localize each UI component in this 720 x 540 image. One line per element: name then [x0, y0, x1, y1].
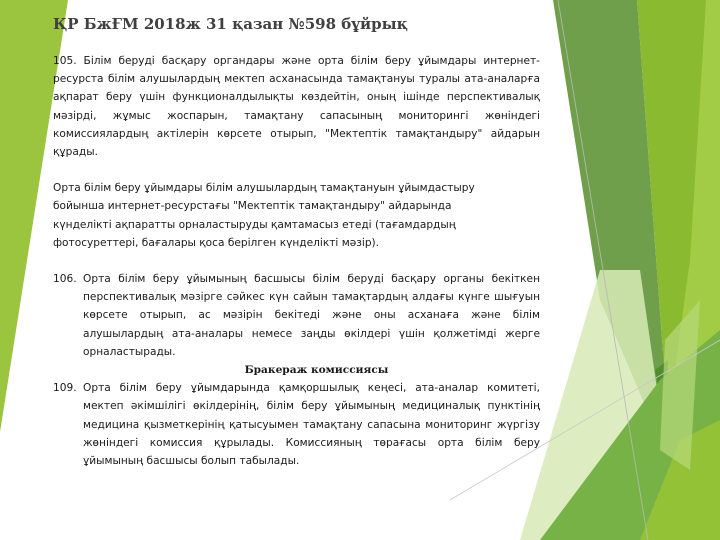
- spacer: [53, 252, 540, 270]
- paragraph-106-text: Орта білім беру ұйымының басшысы білім беруді басқару органы бекіткен перспективалық мәзірге сәйкес күн сайын тамақтардың алдағы күнге шығуын көрсете отырып, ас мәзірін бекітеді және оны асханаға және білім алушылардың ата-аналары немесе заңды өкілдері үшін қолжетімді жерге орналастырады.: [83, 273, 540, 358]
- paragraph-109: [53, 379, 540, 470]
- paragraph-106-number: 106.: [53, 273, 77, 286]
- paragraph-109-text: Орта білім беру ұйымдарында қамқоршылық кеңесі, ата-аналар комитеті, мектеп әкімшілігі өкілдерінің, білім беру ұйымының медициналық пунктінің медицина қызметкерінің қатысуымен тамақтану сапасына мониторинг жүргізу жөніндегі комиссия құрылады. Комиссияның төрағасы орта білім беру ұйымының басшысы болып табылады.: [83, 382, 540, 468]
- paragraph-106: [53, 270, 540, 361]
- paragraph-109-number: 109.: [53, 382, 77, 395]
- slide-title: ҚР БжҒМ 2018ж 31 қазан №598 бұйрық: [53, 15, 408, 33]
- paragraph-orta: Орта білім беру ұйымдары білім алушылардың тамақтануын ұйымдастыру бойынша интернет-ресурстағы "Мектептік тамақтандыру" айдарында күнделікті ақпаратты орналастыруды қамтамасыз етеді (тағамдардың фотосуреттері, бағалары қоса берілген күнделікті мәзір).: [53, 182, 475, 249]
- spacer: [53, 161, 540, 179]
- subheading-brakerazh: Бракераж комиссиясы: [244, 364, 389, 377]
- paragraph-105: 105. Білім беруді басқару органдары және орта білім беру ұйымдары интернет-ресурста білім алушылардың мектеп асханасында тамақтануы туралы ата-аналарға ақпарат беру үшін функционалдылықты көздейтін, оның ішінде перспективалық мәзірді, жұмыс жоспарын, тамақтану сапасының мониторингі жөніндегі комиссиялардың актілерін көрсете отырып, "Мектептік тамақтандыру" айдарын құрады.: [53, 55, 540, 159]
- slide-body: [53, 52, 540, 470]
